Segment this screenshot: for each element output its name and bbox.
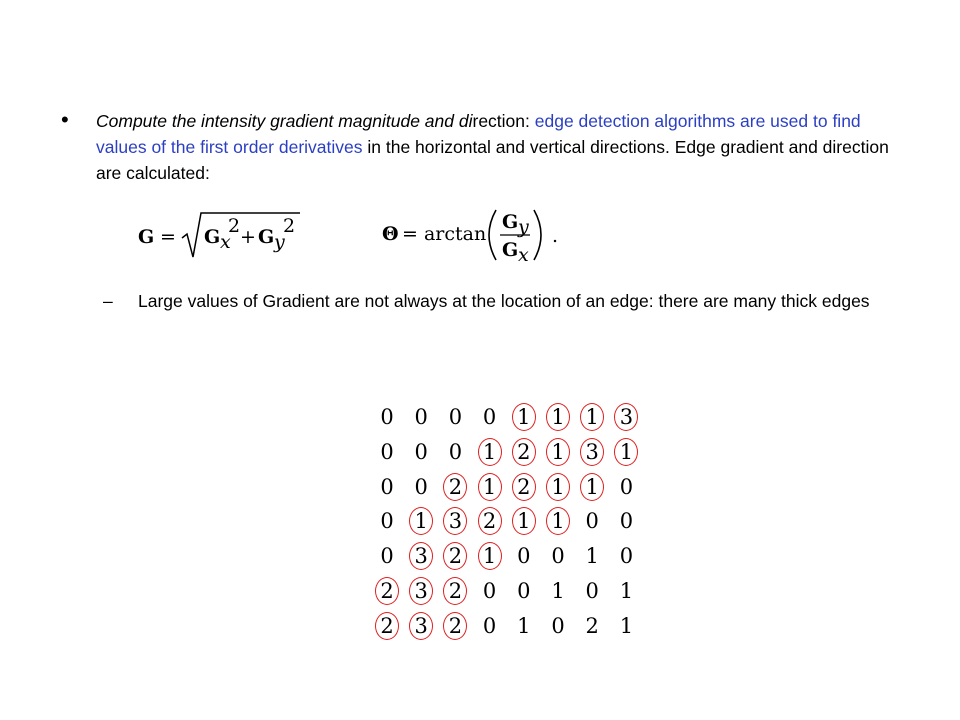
matrix-cell xyxy=(507,435,541,469)
gradient-magnitude-formula xyxy=(138,205,308,265)
gx-power: 2 xyxy=(228,215,241,237)
formula-period: . xyxy=(552,225,559,247)
matrix-value: 0 xyxy=(482,579,497,603)
theta-symbol: Θ xyxy=(382,223,399,245)
matrix-value: 3 xyxy=(414,579,428,603)
matrix-cell xyxy=(541,574,575,608)
matrix-value: 1 xyxy=(517,509,531,534)
gx-symbol: G xyxy=(204,226,221,248)
matrix-value: 2 xyxy=(448,579,463,603)
matrix-cell xyxy=(473,400,507,434)
denominator-subscript: x xyxy=(518,244,529,266)
matrix-value: 3 xyxy=(414,613,428,638)
matrix-value: 2 xyxy=(380,579,394,603)
matrix-value: 3 xyxy=(585,439,599,464)
matrix-cell xyxy=(507,504,541,538)
matrix-cell xyxy=(473,435,507,469)
matrix-cell xyxy=(473,609,507,643)
matrix-value: 3 xyxy=(619,405,634,429)
matrix-value: 1 xyxy=(517,405,531,429)
matrix-value: 1 xyxy=(551,474,565,499)
matrix-value: 0 xyxy=(517,579,531,603)
matrix-value: 1 xyxy=(585,405,599,429)
numerator-subscript: y xyxy=(518,216,529,238)
matrix-value: 0 xyxy=(551,613,565,638)
matrix-cell xyxy=(473,470,507,504)
matrix-cell xyxy=(541,470,575,504)
matrix-cell xyxy=(609,504,643,538)
matrix-cell xyxy=(370,504,404,538)
matrix-cell xyxy=(370,609,404,643)
matrix-cell xyxy=(370,400,404,434)
matrix-value: 2 xyxy=(482,509,497,534)
matrix-cell xyxy=(507,400,541,434)
lead-italic-text: Compute the intensity gradient magnitude and di xyxy=(96,111,473,131)
matrix-value: 0 xyxy=(585,579,599,603)
matrix-value: 2 xyxy=(517,439,531,464)
matrix-value: 0 xyxy=(482,405,497,429)
matrix-value: 2 xyxy=(448,474,463,499)
numerator-gy: G xyxy=(502,211,519,233)
matrix-value: 0 xyxy=(380,509,394,534)
matrix-value: 0 xyxy=(380,544,394,569)
matrix-value: 1 xyxy=(585,474,599,499)
matrix-cell xyxy=(438,539,472,573)
left-paren xyxy=(489,210,496,260)
g-symbol: G xyxy=(138,226,155,248)
matrix-cell xyxy=(438,574,472,608)
matrix-value: 0 xyxy=(551,544,565,569)
matrix-cell xyxy=(507,609,541,643)
matrix-value: 0 xyxy=(380,474,394,499)
matrix-value: 0 xyxy=(448,405,463,429)
matrix-value: 1 xyxy=(551,405,565,429)
matrix-value: 0 xyxy=(414,405,428,429)
sub-bullet-dash: – xyxy=(103,291,113,311)
matrix-cell xyxy=(370,435,404,469)
matrix-value: 1 xyxy=(619,613,634,638)
matrix-value: 3 xyxy=(414,544,428,569)
matrix-value: 0 xyxy=(517,544,531,569)
matrix-value: 1 xyxy=(619,579,634,603)
matrix-value: 1 xyxy=(482,544,497,569)
matrix-cell xyxy=(438,435,472,469)
matrix-cell xyxy=(609,539,643,573)
matrix-value: 1 xyxy=(482,474,497,499)
matrix-value: 0 xyxy=(448,439,463,464)
matrix-value: 3 xyxy=(448,509,463,534)
gx-subscript: x xyxy=(220,231,231,253)
sub-bullet-text: Large values of Gradient are not always at the location of an edge: there are many thick edges xyxy=(138,291,870,311)
matrix-cell xyxy=(609,400,643,434)
matrix-cell xyxy=(541,609,575,643)
matrix-cell xyxy=(404,574,438,608)
matrix-value: 0 xyxy=(414,439,428,464)
matrix-value: 1 xyxy=(585,544,599,569)
matrix-value: 2 xyxy=(448,613,463,638)
matrix-value: 0 xyxy=(380,405,394,429)
matrix-cell xyxy=(438,470,472,504)
gy-power: 2 xyxy=(283,215,296,237)
arctan-label: = arctan xyxy=(402,223,487,245)
matrix-cell xyxy=(404,609,438,643)
matrix-cell xyxy=(575,539,609,573)
gy-symbol: G xyxy=(258,226,275,248)
matrix-cell xyxy=(473,504,507,538)
matrix-cell xyxy=(541,539,575,573)
matrix-cell xyxy=(575,504,609,538)
matrix-cell xyxy=(370,574,404,608)
matrix-cell xyxy=(609,470,643,504)
gy-subscript: y xyxy=(274,231,285,253)
matrix-cell xyxy=(609,609,643,643)
matrix-value: 1 xyxy=(517,613,531,638)
matrix-cell xyxy=(404,470,438,504)
gradient-matrix xyxy=(370,400,650,650)
matrix-cell xyxy=(541,400,575,434)
matrix-cell xyxy=(575,435,609,469)
plus-sign: + xyxy=(240,226,256,248)
matrix-cell xyxy=(370,539,404,573)
matrix-cell xyxy=(438,504,472,538)
matrix-cell xyxy=(438,400,472,434)
highlighted-text: edge detection algorithms are used to find values of the first order derivatives xyxy=(96,111,861,157)
matrix-cell xyxy=(370,470,404,504)
bullet-point: • xyxy=(61,107,69,132)
matrix-value: 0 xyxy=(585,509,599,534)
matrix-value: 0 xyxy=(619,474,634,499)
lead-normal-text: rection: xyxy=(472,111,535,131)
matrix-cell xyxy=(404,504,438,538)
matrix-cell xyxy=(609,574,643,608)
right-paren xyxy=(534,210,541,260)
matrix-value: 1 xyxy=(482,439,497,464)
gradient-direction-formula xyxy=(382,204,572,266)
matrix-value: 0 xyxy=(380,439,394,464)
matrix-value: 2 xyxy=(585,613,599,638)
matrix-value: 1 xyxy=(551,509,565,534)
matrix-cell xyxy=(575,400,609,434)
matrix-cell xyxy=(541,435,575,469)
matrix-cell xyxy=(507,470,541,504)
matrix-cell xyxy=(541,504,575,538)
matrix-cell xyxy=(575,470,609,504)
matrix-value: 1 xyxy=(551,439,565,464)
matrix-value: 1 xyxy=(414,509,428,534)
matrix-cell xyxy=(609,435,643,469)
matrix-cell xyxy=(404,400,438,434)
paragraph-rest: in the horizontal and vertical directions. Edge gradient and direction are calculated: xyxy=(96,137,889,183)
matrix-value: 2 xyxy=(517,474,531,499)
matrix-cell xyxy=(507,539,541,573)
equals-sign: = xyxy=(160,226,176,248)
matrix-cell xyxy=(473,574,507,608)
matrix-cell xyxy=(575,574,609,608)
matrix-value: 2 xyxy=(448,544,463,569)
denominator-gx: G xyxy=(502,239,519,261)
matrix-value: 2 xyxy=(380,613,394,638)
matrix-cell xyxy=(473,539,507,573)
matrix-value: 1 xyxy=(551,579,565,603)
matrix-value: 0 xyxy=(619,509,634,534)
matrix-value: 0 xyxy=(414,474,428,499)
matrix-value: 0 xyxy=(619,544,634,569)
matrix-value: 0 xyxy=(482,613,497,638)
main-paragraph xyxy=(96,108,896,186)
matrix-cell xyxy=(507,574,541,608)
matrix-cell xyxy=(404,435,438,469)
matrix-value: 1 xyxy=(619,439,634,464)
matrix-cell xyxy=(404,539,438,573)
matrix-cell xyxy=(575,609,609,643)
matrix-cell xyxy=(438,609,472,643)
